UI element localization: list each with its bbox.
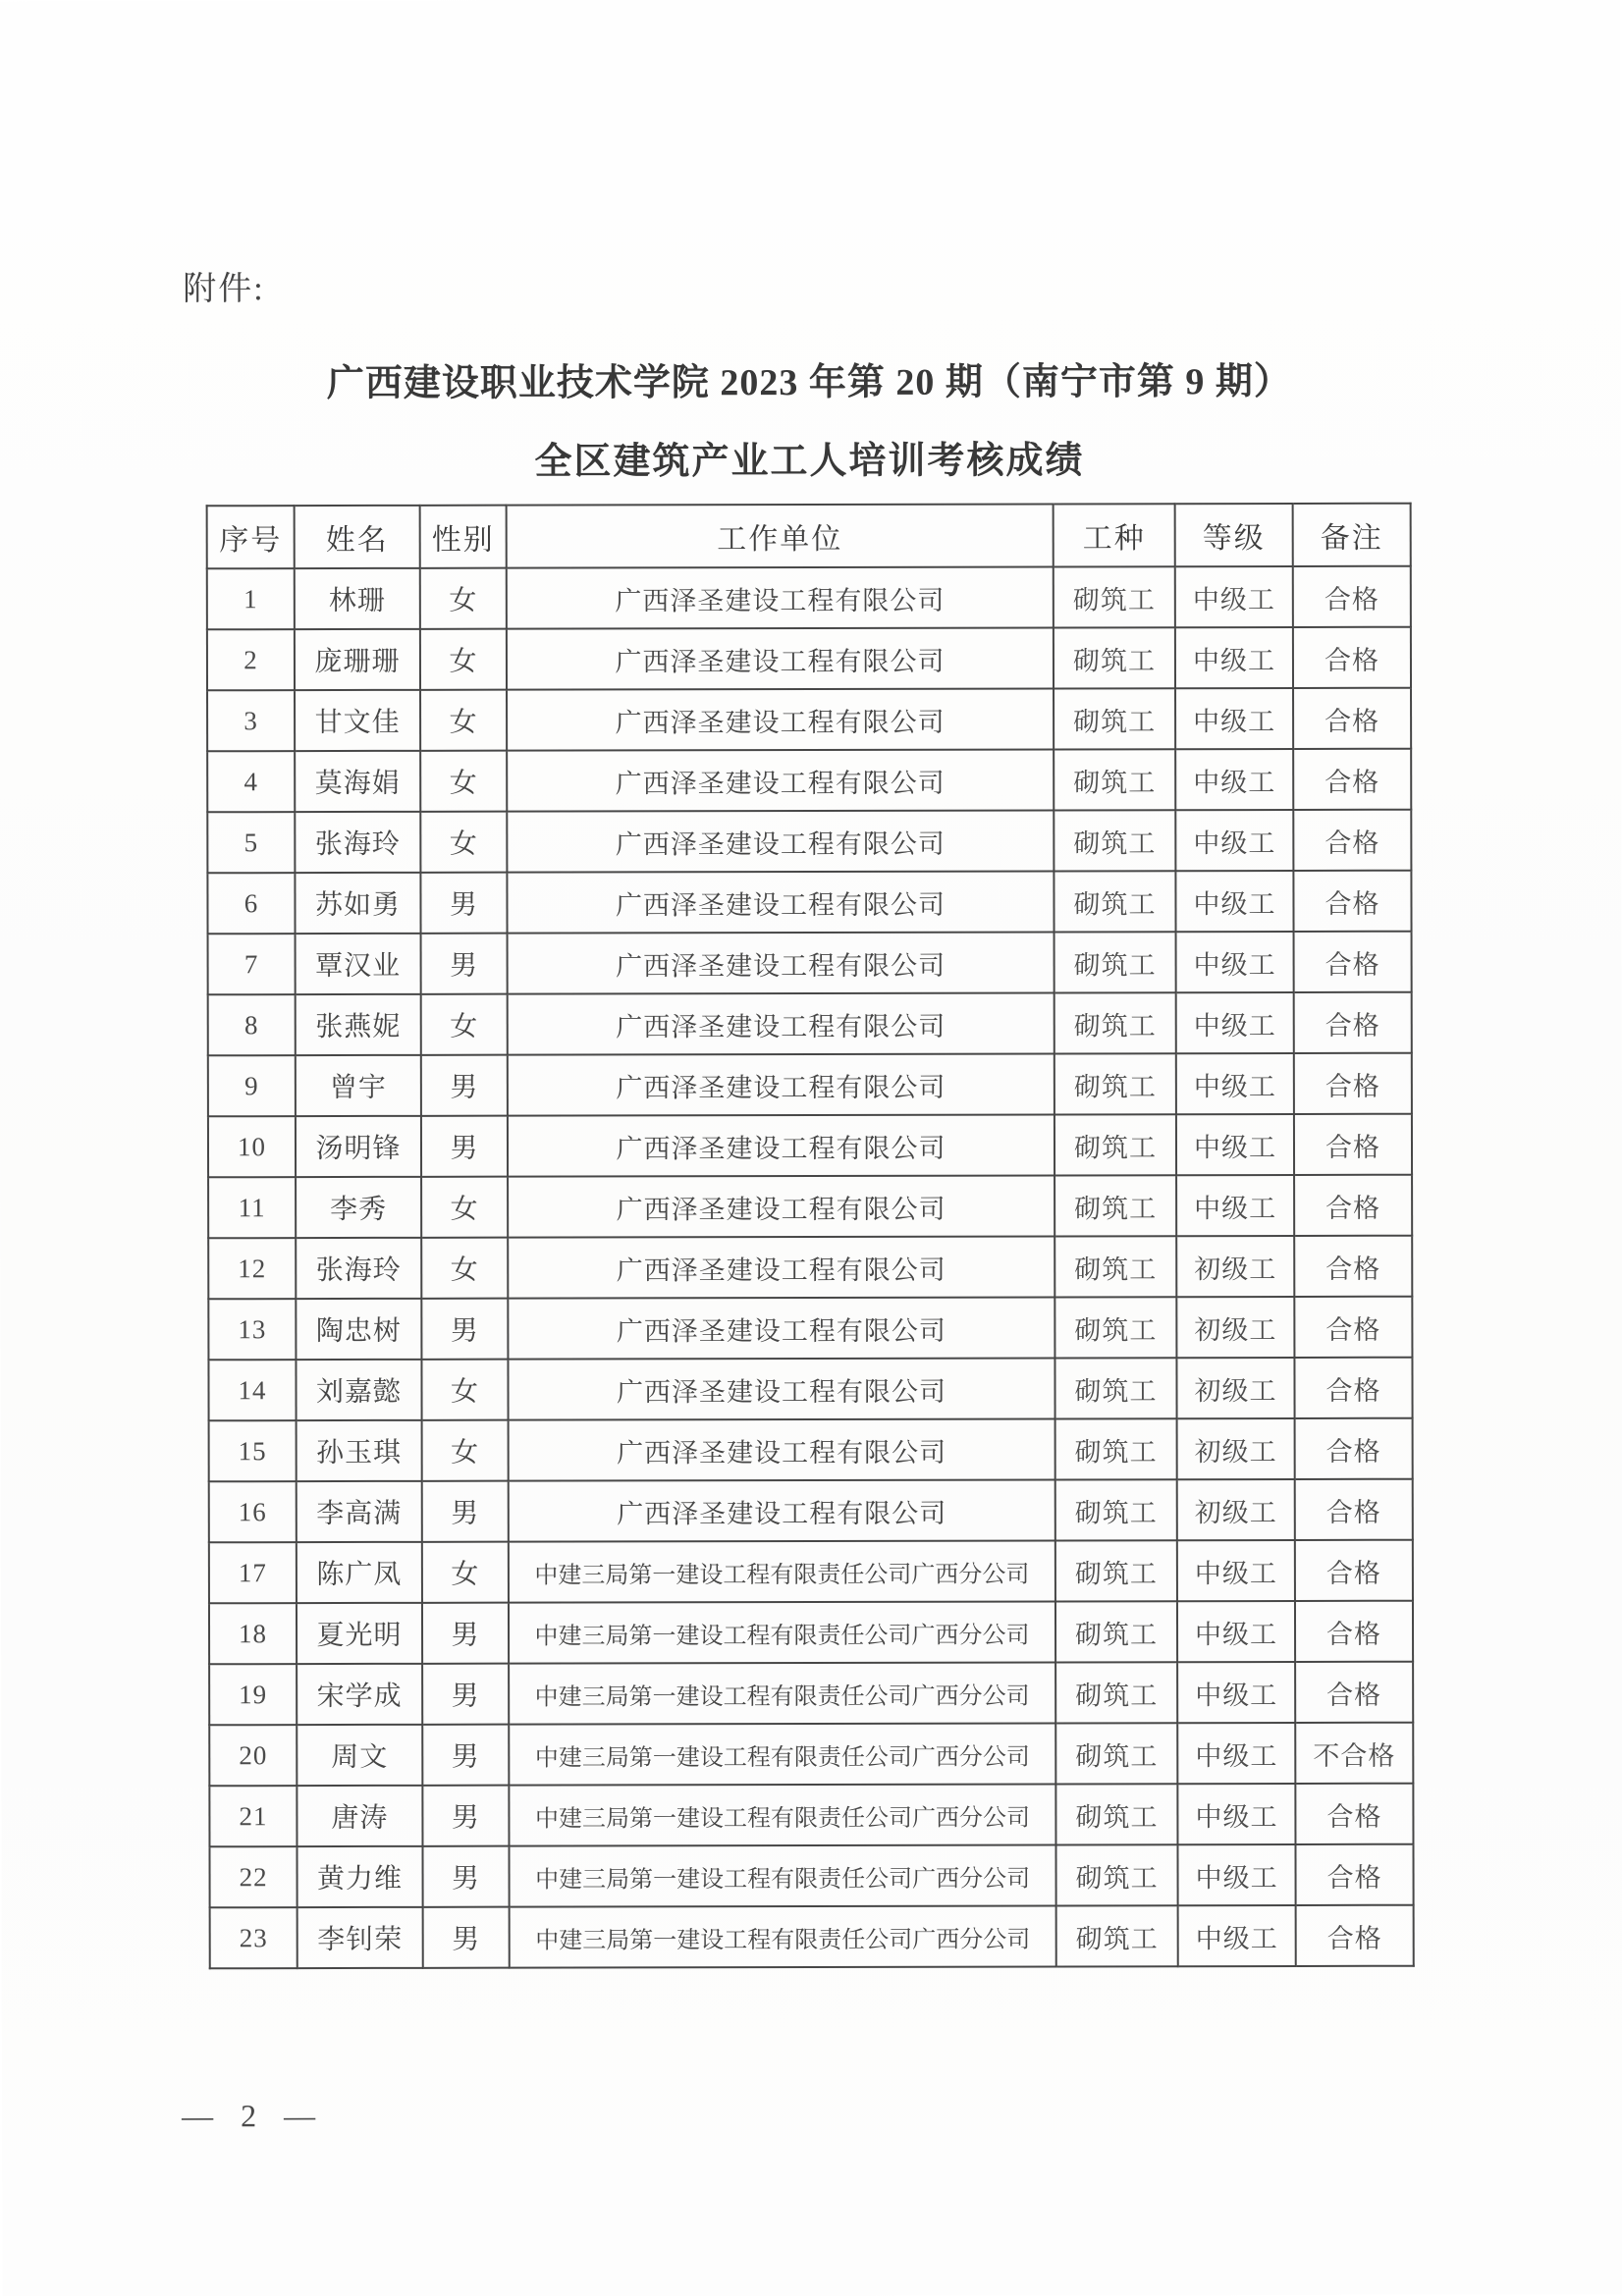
- cell-work-unit: 中建三局第一建设工程有限责任公司广西分公司: [510, 1905, 1056, 1967]
- cell-level: 初级工: [1176, 1358, 1294, 1418]
- cell-level: 中级工: [1176, 932, 1294, 992]
- cell-work-unit: 广西泽圣建设工程有限公司: [508, 1297, 1054, 1359]
- cell-job-type: 砌筑工: [1054, 1114, 1176, 1175]
- cell-level: 中级工: [1175, 688, 1293, 749]
- header-cell-job-type: 工种: [1054, 504, 1175, 566]
- table-row: [207, 871, 1411, 934]
- cell-index: 5: [207, 812, 295, 873]
- cell-remarks: 合格: [1295, 1662, 1413, 1723]
- cell-job-type: 砌筑工: [1056, 1905, 1178, 1966]
- table-row: [209, 1844, 1413, 1908]
- cell-remarks: 合格: [1294, 1297, 1412, 1358]
- cell-work-unit: 广西泽圣建设工程有限公司: [508, 932, 1054, 993]
- cell-name: 周文: [297, 1725, 422, 1786]
- table-row: [210, 1905, 1414, 1969]
- cell-level: 中级工: [1175, 810, 1293, 871]
- cell-name: 刘嘉懿: [296, 1360, 421, 1420]
- cell-name: 陈广凤: [297, 1542, 422, 1603]
- cell-name: 唐涛: [297, 1786, 422, 1846]
- attachment-label: 附件:: [183, 271, 265, 308]
- table-row: [209, 1418, 1413, 1482]
- header-cell-gender: 性别: [420, 506, 507, 568]
- cell-job-type: 砌筑工: [1054, 627, 1175, 688]
- cell-work-unit: 广西泽圣建设工程有限公司: [508, 1053, 1054, 1115]
- cell-gender: 男: [422, 1481, 509, 1542]
- cell-level: 中级工: [1176, 1175, 1294, 1236]
- cell-index: 16: [209, 1481, 297, 1542]
- cell-gender: 女: [422, 1420, 509, 1481]
- cell-remarks: 合格: [1295, 1479, 1413, 1540]
- cell-name: 黄力维: [297, 1846, 422, 1907]
- cell-index: 3: [207, 690, 295, 751]
- cell-level: 中级工: [1177, 1844, 1295, 1905]
- cell-name: 夏光明: [297, 1603, 422, 1664]
- cell-job-type: 砌筑工: [1055, 1601, 1177, 1662]
- cell-level: 初级工: [1176, 1297, 1294, 1358]
- cell-work-unit: 广西泽圣建设工程有限公司: [507, 810, 1054, 872]
- cell-gender: 男: [422, 1786, 509, 1846]
- cell-gender: 女: [421, 994, 508, 1055]
- cell-remarks: 合格: [1294, 1114, 1412, 1175]
- table-row: [209, 1479, 1413, 1543]
- cell-remarks: 合格: [1295, 1844, 1413, 1905]
- cell-level: 初级工: [1176, 1236, 1294, 1297]
- table-row: [207, 627, 1411, 691]
- cell-name: 覃汉业: [296, 934, 421, 994]
- cell-work-unit: 中建三局第一建设工程有限责任公司广西分公司: [509, 1784, 1055, 1845]
- cell-job-type: 砌筑工: [1055, 1784, 1177, 1844]
- cell-work-unit: 广西泽圣建设工程有限公司: [507, 627, 1054, 689]
- cell-index: 14: [208, 1360, 296, 1420]
- cell-remarks: 合格: [1293, 810, 1411, 871]
- cell-level: 中级工: [1175, 871, 1293, 932]
- cell-index: 20: [209, 1725, 297, 1786]
- table-row: [209, 1784, 1413, 1847]
- cell-job-type: 砌筑工: [1055, 1418, 1177, 1479]
- cell-level: 中级工: [1177, 1662, 1295, 1723]
- table-row: [207, 688, 1411, 752]
- cell-work-unit: 广西泽圣建设工程有限公司: [508, 992, 1054, 1054]
- cell-gender: 女: [421, 1177, 508, 1238]
- table-row: [209, 1601, 1413, 1665]
- cell-name: 庞珊珊: [295, 629, 420, 690]
- cell-index: 2: [207, 629, 295, 690]
- cell-level: 初级工: [1177, 1479, 1295, 1540]
- cell-gender: 男: [420, 873, 507, 934]
- cell-work-unit: 广西泽圣建设工程有限公司: [507, 871, 1054, 933]
- cell-name: 李秀: [296, 1177, 421, 1238]
- table-row: [207, 749, 1411, 813]
- cell-job-type: 砌筑工: [1055, 1479, 1177, 1540]
- cell-remarks: 合格: [1293, 566, 1411, 627]
- document-title-line2: 全区建筑产业工人培训考核成绩: [534, 440, 1085, 483]
- cell-remarks: 合格: [1293, 688, 1411, 749]
- cell-level: 初级工: [1177, 1418, 1295, 1479]
- cell-level: 中级工: [1177, 1784, 1295, 1844]
- cell-gender: 女: [420, 568, 507, 629]
- cell-name: 甘文佳: [295, 690, 420, 751]
- cell-job-type: 砌筑工: [1054, 749, 1175, 810]
- cell-work-unit: 中建三局第一建设工程有限责任公司广西分公司: [509, 1844, 1055, 1906]
- cell-index: 4: [207, 751, 295, 812]
- cell-job-type: 砌筑工: [1054, 932, 1176, 992]
- cell-job-type: 砌筑工: [1054, 992, 1176, 1053]
- cell-work-unit: 中建三局第一建设工程有限责任公司广西分公司: [509, 1601, 1055, 1663]
- cell-index: 10: [208, 1116, 296, 1177]
- cell-gender: 女: [420, 812, 507, 873]
- cell-name: 张燕妮: [296, 994, 421, 1055]
- cell-index: 13: [208, 1299, 296, 1360]
- cell-remarks: 不合格: [1295, 1723, 1413, 1784]
- table-row: [208, 932, 1412, 995]
- cell-work-unit: 广西泽圣建设工程有限公司: [509, 1479, 1055, 1541]
- cell-name: 陶忠树: [296, 1299, 421, 1360]
- cell-work-unit: 广西泽圣建设工程有限公司: [507, 566, 1054, 628]
- header-cell-remarks: 备注: [1293, 504, 1411, 566]
- table-row: [208, 1236, 1412, 1300]
- table-row: [208, 1175, 1412, 1239]
- cell-job-type: 砌筑工: [1054, 1236, 1176, 1297]
- table-row: [208, 992, 1412, 1056]
- cell-name: 苏如勇: [295, 873, 420, 934]
- cell-gender: 女: [420, 690, 507, 751]
- cell-job-type: 砌筑工: [1055, 1662, 1177, 1723]
- cell-work-unit: 广西泽圣建设工程有限公司: [508, 1236, 1054, 1298]
- table-row: [208, 1358, 1412, 1421]
- cell-work-unit: 广西泽圣建设工程有限公司: [509, 1418, 1055, 1480]
- cell-job-type: 砌筑工: [1055, 1540, 1177, 1601]
- cell-work-unit: 广西泽圣建设工程有限公司: [507, 688, 1054, 750]
- cell-work-unit: 中建三局第一建设工程有限责任公司广西分公司: [509, 1662, 1055, 1724]
- cell-remarks: 合格: [1294, 1175, 1412, 1236]
- cell-remarks: 合格: [1294, 932, 1412, 992]
- cell-index: 15: [209, 1420, 297, 1481]
- page-number: — 2 —: [182, 2098, 326, 2134]
- cell-remarks: 合格: [1293, 871, 1411, 932]
- cell-gender: 男: [421, 1299, 508, 1360]
- cell-gender: 男: [422, 1725, 509, 1786]
- cell-job-type: 砌筑工: [1054, 1297, 1176, 1358]
- table-row: [207, 566, 1411, 630]
- cell-level: 中级工: [1178, 1905, 1296, 1966]
- cell-gender: 男: [422, 1603, 509, 1664]
- cell-level: 中级工: [1175, 627, 1293, 688]
- cell-index: 8: [208, 994, 296, 1055]
- cell-job-type: 砌筑工: [1055, 1723, 1177, 1784]
- cell-job-type: 砌筑工: [1055, 1844, 1177, 1905]
- cell-level: 中级工: [1176, 1114, 1294, 1175]
- cell-work-unit: 广西泽圣建设工程有限公司: [507, 749, 1054, 811]
- cell-gender: 女: [420, 751, 507, 812]
- table-body: [207, 566, 1414, 1969]
- cell-name: 汤明锋: [296, 1116, 421, 1177]
- table-row: [207, 810, 1411, 874]
- header-cell-name: 姓名: [295, 506, 420, 568]
- cell-index: 1: [207, 568, 295, 629]
- table-row: [208, 1053, 1412, 1117]
- header-cell-level: 等级: [1175, 504, 1293, 566]
- table-row: [209, 1662, 1413, 1726]
- cell-index: 7: [208, 934, 296, 994]
- cell-level: 中级工: [1176, 1053, 1294, 1114]
- cell-job-type: 砌筑工: [1054, 871, 1175, 932]
- cell-remarks: 合格: [1294, 992, 1412, 1053]
- cell-level: 中级工: [1176, 992, 1294, 1053]
- cell-gender: 男: [421, 1116, 508, 1177]
- cell-remarks: 合格: [1293, 627, 1411, 688]
- cell-job-type: 砌筑工: [1054, 566, 1175, 627]
- cell-index: 9: [208, 1055, 296, 1116]
- cell-gender: 女: [421, 1360, 508, 1420]
- cell-index: 18: [209, 1603, 297, 1664]
- table-row: [208, 1114, 1412, 1178]
- cell-index: 11: [208, 1177, 296, 1238]
- cell-level: 中级工: [1175, 749, 1293, 810]
- cell-index: 19: [209, 1664, 297, 1725]
- document-title-line1: 广西建设职业技术学院 2023 年第 20 期（南宁市第 9 期）: [326, 360, 1292, 405]
- header-cell-index: 序号: [207, 506, 295, 568]
- cell-name: 张海玲: [296, 1238, 421, 1299]
- cell-remarks: 合格: [1295, 1784, 1413, 1844]
- cell-remarks: 合格: [1294, 1053, 1412, 1114]
- cell-gender: 男: [421, 934, 508, 994]
- cell-level: 中级工: [1175, 566, 1293, 627]
- cell-gender: 女: [420, 629, 507, 690]
- table-row: [209, 1723, 1413, 1787]
- cell-index: 22: [209, 1846, 297, 1907]
- cell-name: 李钊荣: [297, 1907, 423, 1968]
- cell-gender: 男: [422, 1846, 509, 1907]
- cell-job-type: 砌筑工: [1054, 1053, 1176, 1114]
- cell-name: 李高满: [297, 1481, 422, 1542]
- cell-level: 中级工: [1177, 1601, 1295, 1662]
- cell-remarks: 合格: [1295, 1601, 1413, 1662]
- cell-name: 林珊: [295, 568, 420, 629]
- cell-work-unit: 广西泽圣建设工程有限公司: [508, 1114, 1054, 1176]
- cell-gender: 女: [422, 1542, 509, 1603]
- cell-gender: 男: [423, 1907, 510, 1968]
- table-row: [208, 1297, 1412, 1361]
- table-row: [209, 1540, 1413, 1604]
- cell-index: 21: [209, 1786, 297, 1846]
- cell-work-unit: 中建三局第一建设工程有限责任公司广西分公司: [509, 1540, 1055, 1602]
- cell-work-unit: 广西泽圣建设工程有限公司: [508, 1175, 1054, 1237]
- cell-name: 宋学成: [297, 1664, 422, 1725]
- table-header-row: [207, 504, 1411, 569]
- cell-work-unit: 中建三局第一建设工程有限责任公司广西分公司: [509, 1723, 1055, 1785]
- cell-name: 张海玲: [295, 812, 420, 873]
- training-results-table: [206, 503, 1415, 1970]
- cell-level: 中级工: [1177, 1723, 1295, 1784]
- cell-job-type: 砌筑工: [1054, 1175, 1176, 1236]
- header-cell-work-unit: 工作单位: [507, 504, 1054, 567]
- cell-remarks: 合格: [1293, 749, 1411, 810]
- cell-name: 莫海娟: [295, 751, 420, 812]
- cell-level: 中级工: [1177, 1540, 1295, 1601]
- cell-remarks: 合格: [1295, 1418, 1413, 1479]
- cell-gender: 男: [422, 1664, 509, 1725]
- cell-index: 12: [208, 1238, 296, 1299]
- cell-name: 曾宇: [296, 1055, 421, 1116]
- cell-remarks: 合格: [1296, 1905, 1414, 1966]
- cell-job-type: 砌筑工: [1054, 688, 1175, 749]
- cell-index: 17: [209, 1542, 297, 1603]
- cell-name: 孙玉琪: [297, 1420, 422, 1481]
- cell-remarks: 合格: [1294, 1358, 1412, 1418]
- cell-gender: 男: [421, 1055, 508, 1116]
- cell-index: 6: [207, 873, 295, 934]
- cell-job-type: 砌筑工: [1054, 1358, 1176, 1418]
- cell-job-type: 砌筑工: [1054, 810, 1175, 871]
- cell-work-unit: 广西泽圣建设工程有限公司: [508, 1358, 1054, 1419]
- cell-index: 23: [210, 1907, 297, 1968]
- cell-remarks: 合格: [1295, 1540, 1413, 1601]
- cell-remarks: 合格: [1294, 1236, 1412, 1297]
- cell-gender: 女: [421, 1238, 508, 1299]
